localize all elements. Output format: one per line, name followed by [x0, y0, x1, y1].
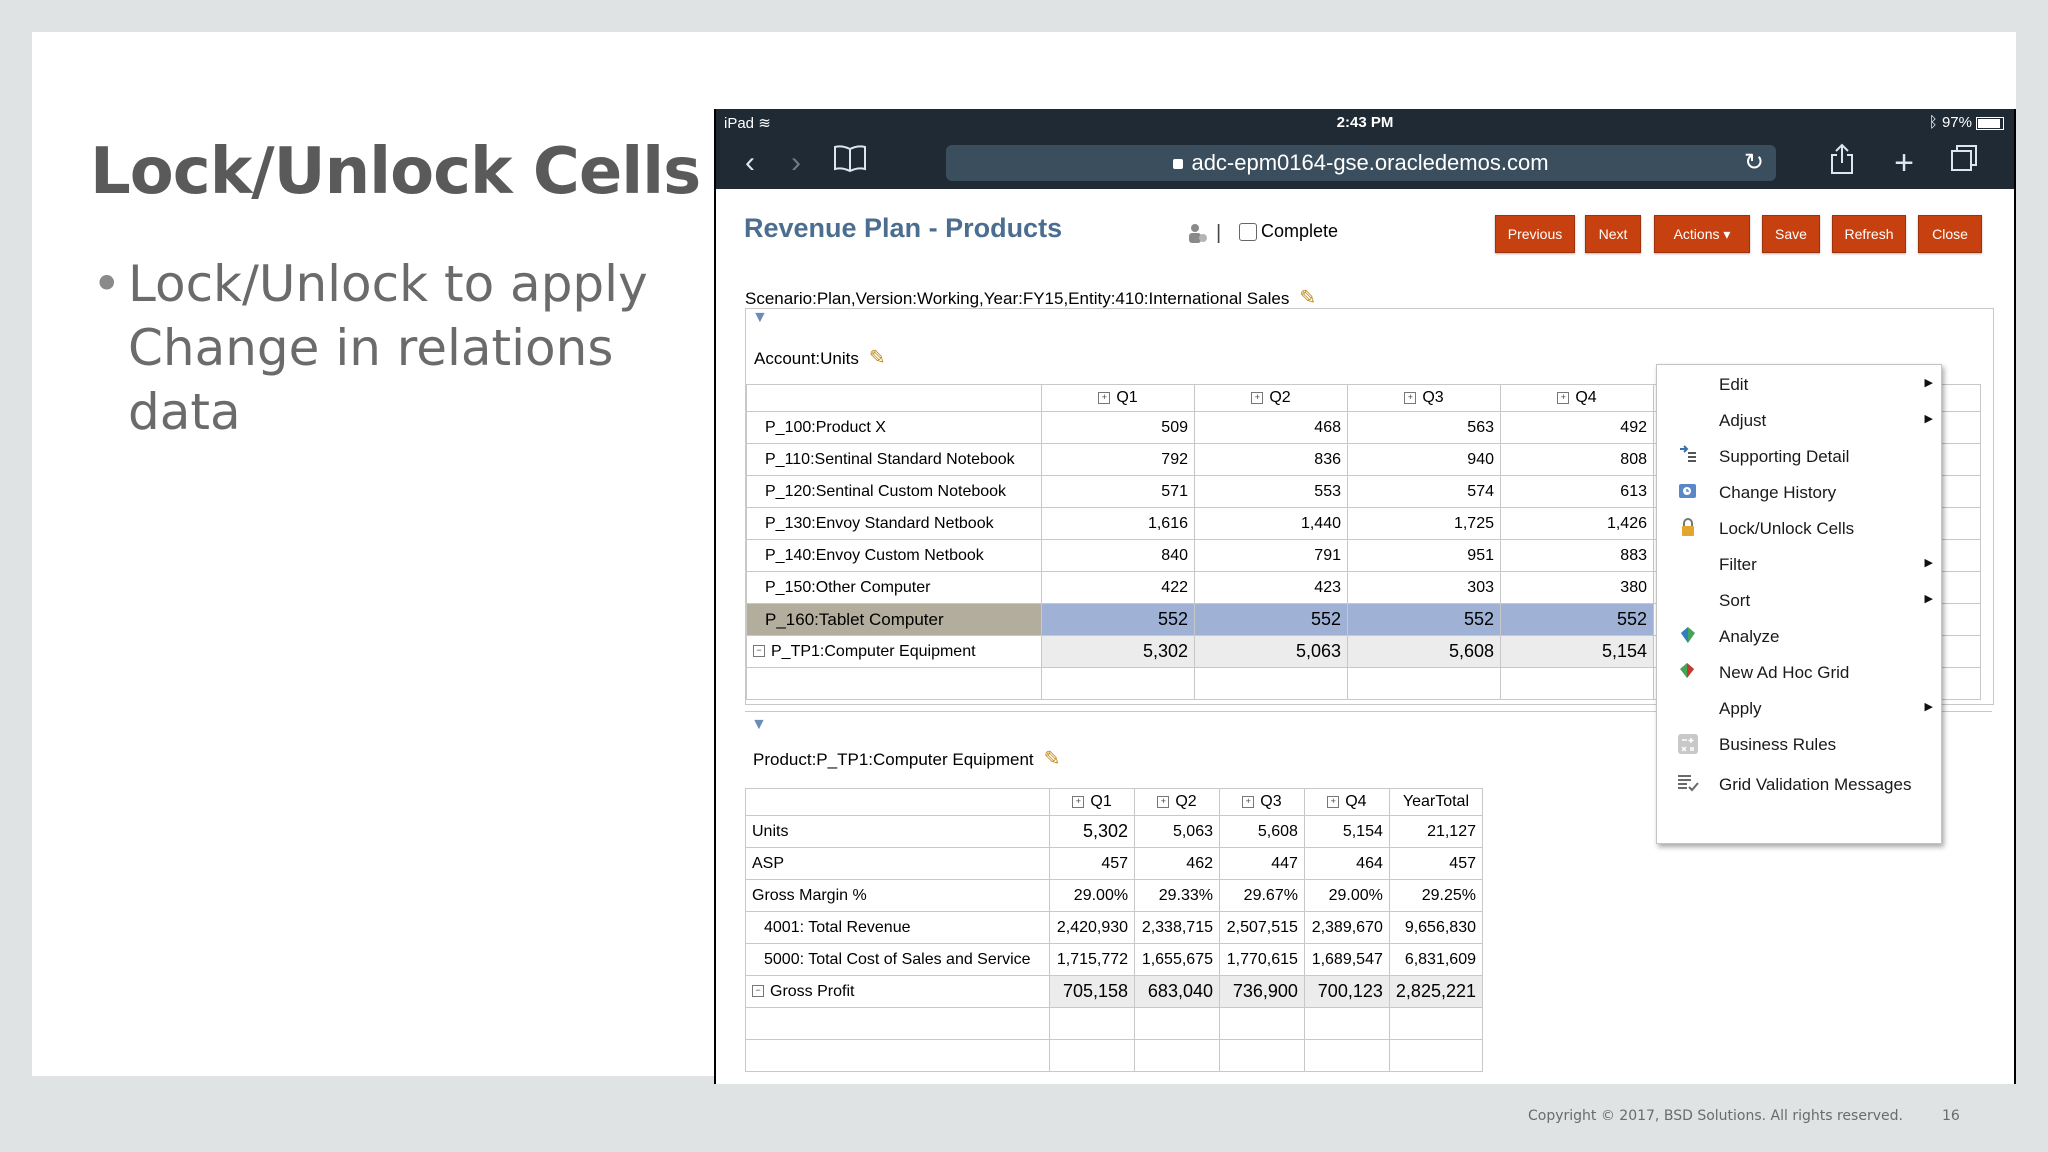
submenu-arrow-icon: ▶	[1924, 377, 1933, 389]
row-label: P_150:Other Computer	[747, 572, 1042, 604]
data-cell[interactable]: 423	[1195, 572, 1348, 604]
slide-title: Lock/Unlock Cells	[90, 135, 701, 209]
data-cell[interactable]: 1,616	[1042, 508, 1195, 540]
reload-icon[interactable]: ↻	[1743, 149, 1764, 176]
row-label: P_100:Product X	[747, 412, 1042, 444]
data-cell[interactable]: 5,154	[1501, 636, 1654, 668]
data-cell[interactable]: 5,608	[1220, 816, 1305, 848]
analyze-icon	[1677, 625, 1699, 647]
total-row	[746, 976, 1483, 1008]
complete-checkbox[interactable]	[1239, 221, 1338, 242]
data-cell[interactable]: 808	[1501, 444, 1654, 476]
data-cell[interactable]: 422	[1042, 572, 1195, 604]
data-cell[interactable]: 29.67%	[1220, 880, 1305, 912]
column-header[interactable]: YearTotal	[1389, 789, 1482, 816]
header-blank	[746, 789, 1050, 816]
bullet-line-1: Lock/Unlock to apply	[128, 255, 648, 313]
lock-icon	[1677, 517, 1699, 539]
data-cell[interactable]: 6,831,609	[1389, 944, 1482, 976]
status-bar	[716, 109, 2014, 137]
data-cell[interactable]: 553	[1195, 476, 1348, 508]
column-header[interactable]: + Q4	[1304, 789, 1389, 816]
menu-item-lock-unlock-cells[interactable]: Lock/Unlock Cells	[1657, 511, 1941, 547]
refresh-button[interactable]: Refresh	[1832, 215, 1906, 253]
data-cell[interactable]: 563	[1348, 412, 1501, 444]
menu-item-change-history[interactable]: Change History	[1657, 475, 1941, 511]
data-cell[interactable]: 492	[1501, 412, 1654, 444]
menu-item-analyze[interactable]: Analyze	[1657, 619, 1941, 655]
column-header[interactable]: + Q1	[1042, 385, 1195, 412]
collapse-arrow-icon[interactable]: ▼	[751, 716, 767, 733]
data-cell[interactable]: 571	[1042, 476, 1195, 508]
web-page	[716, 189, 2014, 1084]
submenu-arrow-icon: ▶	[1924, 557, 1933, 569]
table-row	[746, 880, 1483, 912]
data-cell[interactable]: 552	[1348, 604, 1501, 636]
form-instructions-icon[interactable]	[1186, 222, 1208, 244]
actions-menu	[1656, 364, 1942, 844]
data-cell[interactable]: 5,608	[1348, 636, 1501, 668]
browser-toolbar	[716, 137, 2014, 189]
wifi-icon: ≋	[758, 115, 771, 132]
column-header[interactable]: + Q3	[1348, 385, 1501, 412]
expand-icon: +	[1242, 796, 1254, 808]
row-label: P_110:Sentinal Standard Notebook	[747, 444, 1042, 476]
data-cell[interactable]: 457	[1389, 848, 1482, 880]
data-cell[interactable]: 29.33%	[1135, 880, 1220, 912]
data-cell[interactable]: 552	[1195, 604, 1348, 636]
previous-button[interactable]: Previous	[1495, 215, 1575, 253]
expand-icon: +	[1404, 392, 1416, 404]
submenu-arrow-icon: ▶	[1924, 593, 1933, 605]
table-row	[746, 912, 1483, 944]
complete-label: Complete	[1261, 221, 1339, 241]
row-label: 5000: Total Cost of Sales and Service	[746, 944, 1050, 976]
expand-icon: +	[1327, 796, 1339, 808]
url-text: adc-epm0164-gse.oracledemos.com	[1191, 150, 1549, 175]
menu-item-supporting-detail[interactable]: Supporting Detail	[1657, 439, 1941, 475]
data-cell[interactable]: 1,770,615	[1220, 944, 1305, 976]
menu-item-adjust[interactable]: Adjust ▶	[1719, 411, 1933, 430]
edit-page-icon[interactable]: ✎	[1043, 748, 1061, 770]
data-cell[interactable]: 683,040	[1135, 976, 1220, 1008]
checkbox-box[interactable]	[1239, 223, 1257, 241]
footer-page-number: 16	[1942, 1108, 1960, 1124]
data-cell[interactable]: 705,158	[1050, 976, 1135, 1008]
expand-icon: +	[1098, 392, 1110, 404]
row-label: P_120:Sentinal Custom Notebook	[747, 476, 1042, 508]
data-cell[interactable]: 883	[1501, 540, 1654, 572]
ipad-screenshot	[714, 109, 2016, 1084]
data-cell[interactable]: 552	[1042, 604, 1195, 636]
row-label[interactable]: P_160:Tablet Computer	[747, 604, 1042, 636]
menu-item-edit[interactable]: Edit ▶	[1719, 375, 1933, 394]
row-label: ASP	[746, 848, 1050, 880]
back-icon[interactable]: ‹	[745, 146, 755, 179]
tabs-icon[interactable]	[1944, 143, 1984, 183]
grid1-page-label: Account:Units ✎	[754, 347, 886, 369]
data-cell[interactable]: 464	[1304, 848, 1389, 880]
data-cell[interactable]: 940	[1348, 444, 1501, 476]
column-header[interactable]: + Q1	[1050, 789, 1135, 816]
validation-icon	[1677, 773, 1699, 795]
bluetooth-icon: ᛒ	[1928, 114, 1938, 131]
submenu-arrow-icon: ▶	[1924, 701, 1933, 713]
column-header[interactable]: + Q2	[1195, 385, 1348, 412]
calculator-icon	[1677, 733, 1699, 755]
column-header[interactable]: + Q2	[1135, 789, 1220, 816]
data-cell[interactable]: 21,127	[1389, 816, 1482, 848]
data-cell[interactable]: 792	[1042, 444, 1195, 476]
row-label: − P_TP1:Computer Equipment	[747, 636, 1042, 668]
ad-hoc-grid-icon	[1677, 661, 1699, 683]
data-cell[interactable]: 457	[1050, 848, 1135, 880]
data-cell[interactable]: 509	[1042, 412, 1195, 444]
data-cell[interactable]: 5,063	[1195, 636, 1348, 668]
row-label: 4001: Total Revenue	[746, 912, 1050, 944]
row-label: Units	[746, 816, 1050, 848]
change-history-icon	[1677, 481, 1699, 503]
table-row	[746, 944, 1483, 976]
column-header[interactable]: + Q4	[1501, 385, 1654, 412]
data-cell[interactable]: 574	[1348, 476, 1501, 508]
data-cell[interactable]: 736,900	[1220, 976, 1305, 1008]
battery-status: ᛒ 97%	[1929, 114, 2004, 131]
submenu-arrow-icon: ▶	[1924, 413, 1933, 425]
data-cell[interactable]: 1,440	[1195, 508, 1348, 540]
pov-bar	[745, 285, 1316, 310]
data-cell[interactable]: 836	[1195, 444, 1348, 476]
data-cell[interactable]: 840	[1042, 540, 1195, 572]
data-cell[interactable]: 29.25%	[1389, 880, 1482, 912]
status-time: 2:43 PM	[1336, 114, 1394, 131]
close-button[interactable]: Close	[1918, 215, 1982, 253]
data-cell[interactable]: 791	[1195, 540, 1348, 572]
row-label: − Gross Profit	[746, 976, 1050, 1008]
data-cell[interactable]: 380	[1501, 572, 1654, 604]
collapse-arrow-icon[interactable]: ▼	[752, 309, 768, 326]
data-cell[interactable]: 2,825,221	[1389, 976, 1482, 1008]
data-cell[interactable]: 2,507,515	[1220, 912, 1305, 944]
data-cell[interactable]: 447	[1220, 848, 1305, 880]
column-header[interactable]: + Q3	[1220, 789, 1305, 816]
device-label: iPad ≋	[724, 115, 771, 132]
data-cell[interactable]: 1,725	[1348, 508, 1501, 540]
actions-button[interactable]	[1654, 215, 1750, 253]
data-cell[interactable]: 700,123	[1304, 976, 1389, 1008]
row-label: P_140:Envoy Custom Netbook	[747, 540, 1042, 572]
data-cell[interactable]: 552	[1501, 604, 1654, 636]
data-cell[interactable]: 613	[1501, 476, 1654, 508]
bullet-dot: •	[92, 255, 122, 313]
data-cell[interactable]: 468	[1195, 412, 1348, 444]
expand-icon: +	[1072, 796, 1084, 808]
menu-item-grid-validation-messages[interactable]: Grid Validation Messages	[1657, 767, 1941, 803]
data-cell[interactable]: 1,715,772	[1050, 944, 1135, 976]
product-grid	[745, 788, 1483, 1072]
edit-pov-icon[interactable]: ✎	[1299, 287, 1317, 309]
battery-icon	[1976, 117, 2004, 130]
expand-icon: +	[1251, 392, 1263, 404]
collapse-icon[interactable]: −	[752, 985, 764, 997]
data-cell[interactable]: 1,426	[1501, 508, 1654, 540]
data-cell[interactable]: 2,389,670	[1304, 912, 1389, 944]
toolbar-separator: |	[1216, 222, 1222, 244]
data-cell[interactable]: 9,656,830	[1389, 912, 1482, 944]
data-cell[interactable]: 29.00%	[1050, 880, 1135, 912]
menu-item-sort[interactable]: Sort ▶	[1719, 591, 1933, 610]
data-cell[interactable]: 5,302	[1042, 636, 1195, 668]
data-cell[interactable]: 5,154	[1304, 816, 1389, 848]
url-field[interactable]	[946, 145, 1776, 181]
data-cell[interactable]: 2,420,930	[1050, 912, 1135, 944]
table-row	[746, 816, 1483, 848]
data-cell[interactable]: 303	[1348, 572, 1501, 604]
save-button[interactable]: Save	[1762, 215, 1820, 253]
data-cell[interactable]: 1,655,675	[1135, 944, 1220, 976]
menu-item-apply[interactable]: Apply ▶	[1719, 699, 1933, 718]
footer-copyright: Copyright © 2017, BSD Solutions. All rights reserved.	[1528, 1108, 1903, 1124]
new-tab-icon[interactable]: +	[1894, 144, 1914, 182]
collapse-icon[interactable]: −	[753, 645, 765, 657]
menu-item-filter[interactable]: Filter ▶	[1719, 555, 1933, 574]
bullet-line-2: Change in relations data	[128, 319, 614, 441]
edit-page-icon[interactable]: ✎	[868, 347, 886, 369]
table-row	[746, 848, 1483, 880]
actions-label: Actions	[1673, 226, 1720, 242]
data-cell[interactable]: 2,338,715	[1135, 912, 1220, 944]
pov-text: Scenario:Plan,Version:Working,Year:FY15,Entity:410:International Sales	[745, 289, 1290, 308]
row-label: P_130:Envoy Standard Netbook	[747, 508, 1042, 540]
secure-lock-icon	[1173, 159, 1183, 169]
data-cell[interactable]: 1,689,547	[1304, 944, 1389, 976]
form-title: Revenue Plan - Products	[744, 213, 1063, 243]
expand-icon: +	[1157, 796, 1169, 808]
data-cell[interactable]: 29.00%	[1304, 880, 1389, 912]
header-blank	[747, 385, 1042, 412]
next-button[interactable]: Next	[1585, 215, 1641, 253]
data-cell[interactable]: 462	[1135, 848, 1220, 880]
data-cell[interactable]: 951	[1348, 540, 1501, 572]
menu-item-new-ad-hoc-grid[interactable]: New Ad Hoc Grid	[1657, 655, 1941, 691]
supporting-detail-icon	[1677, 445, 1699, 467]
row-label: Gross Margin %	[746, 880, 1050, 912]
forward-icon[interactable]: ›	[791, 146, 801, 179]
menu-item-business-rules[interactable]: Business Rules	[1657, 727, 1941, 763]
slide-bullet	[92, 252, 712, 444]
data-cell[interactable]: 5,302	[1050, 816, 1135, 848]
share-icon[interactable]	[1822, 143, 1862, 183]
caret-down-icon: ▾	[1723, 226, 1731, 242]
bookmarks-icon[interactable]	[830, 143, 870, 183]
grid2-page-label: Product:P_TP1:Computer Equipment ✎	[753, 748, 1061, 770]
expand-icon: +	[1557, 392, 1569, 404]
data-cell[interactable]: 5,063	[1135, 816, 1220, 848]
